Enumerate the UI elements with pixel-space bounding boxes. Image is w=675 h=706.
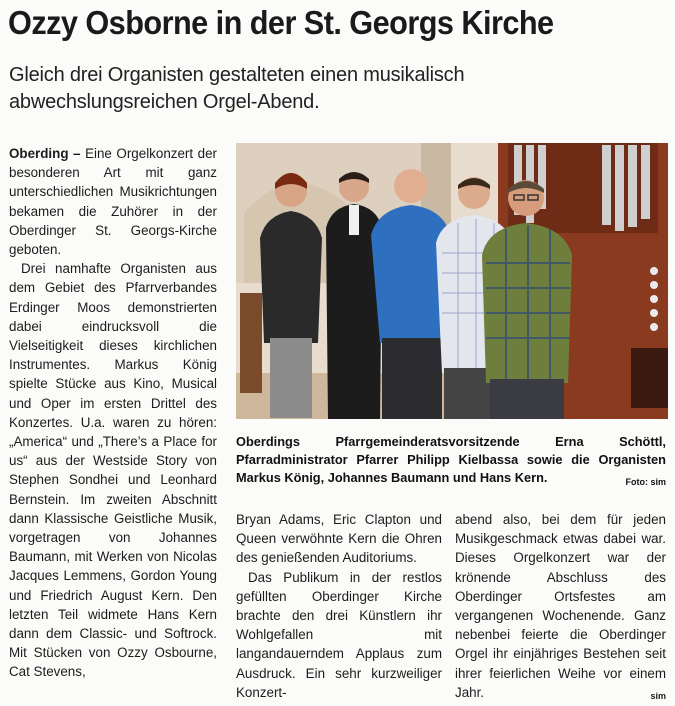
body-text: abend also, bei dem für jeden Musikgeschmack etwas dabei war. Dieses Orgelkonzert war der krönende Abschluss des Oberdinger Ortsfestes am vergangenen Wochenende. Ganz nebenbei feierte die Oberdinger Orgel ihr einjähriges Bestehen seit ihrer feierlichen Weihe vor einem Jahr. [455, 512, 666, 700]
text-column-2 [236, 510, 442, 702]
body-paragraph: Drei namhafte Organisten aus dem Gebiet des Pfarrverbandes Erdinger Moos demonstrierten dabei eindrucksvoll die Vielseitigkeit dieses kirchlichen Instrumentes. Markus König spielte Stücke aus Kino, Musical und Oper im ersten Drittel des Konzertes. U.a. waren zu hören: „America“ und „There’s a Place for us“ aus der Westside Story von Stephen Sondhei und Leonhard Bernstein. Im zweiten Abschnitt dann Klassische Geistliche Musik, vorgetragen von Johannes Baumann, mit Werken von Nicolas Jacques Lemmens, Gordon Young und Friedrich August Kern. Den letzten Teil widmete Hans Kern dann dem Classic- und Softrock. Mit Stücken von Ozzy Osbourne, Cat Stevens, [9, 261, 217, 680]
lead-text: Eine Orgelkonzert der besonderen Art mit ganz unterschiedlichen Musikrichtungen bekamen die Zuhörer in der Oberdinger St. Georgs-Kirche geboten. [9, 146, 217, 258]
body-paragraph: Das Publikum in der restlos gefüllten Oberdinger Kirche brachte den drei Künstlern ihr Wohlgefallen mit langandauerndem Applaus zum Ausdruck. Ein sehr kurzweiliger Konzert- [236, 569, 442, 700]
body-paragraph [455, 510, 666, 702]
body-paragraph: Bryan Adams, Eric Clapton und Queen verwöhnte Kern die Ohren des genießenden Auditoriums. [236, 512, 442, 566]
photo-caption [236, 433, 666, 491]
group-photo-image [236, 143, 668, 419]
caption-text: Oberdings Pfarrgemeinderatsvorsitzende Erna Schöttl, Pfarradministrator Pfarrer Philipp Kielbassa sowie die Organisten Markus König, Johannes Baumann und Hans Kern. [236, 434, 666, 485]
text-column-3 [455, 510, 666, 706]
lead-paragraph [9, 144, 217, 259]
photo-credit: Foto: sim [625, 477, 666, 487]
dateline: Oberding – [9, 146, 81, 161]
article-photo [236, 143, 668, 419]
subheadline: Gleich drei Organisten gestalteten einen musikalisch abwechslungsreichen Orgel-Abend. [9, 64, 465, 113]
author-credit: sim [650, 690, 666, 701]
headline: Ozzy Osborne in der St. Georgs Kirche [8, 4, 554, 41]
text-column-1 [9, 144, 217, 682]
